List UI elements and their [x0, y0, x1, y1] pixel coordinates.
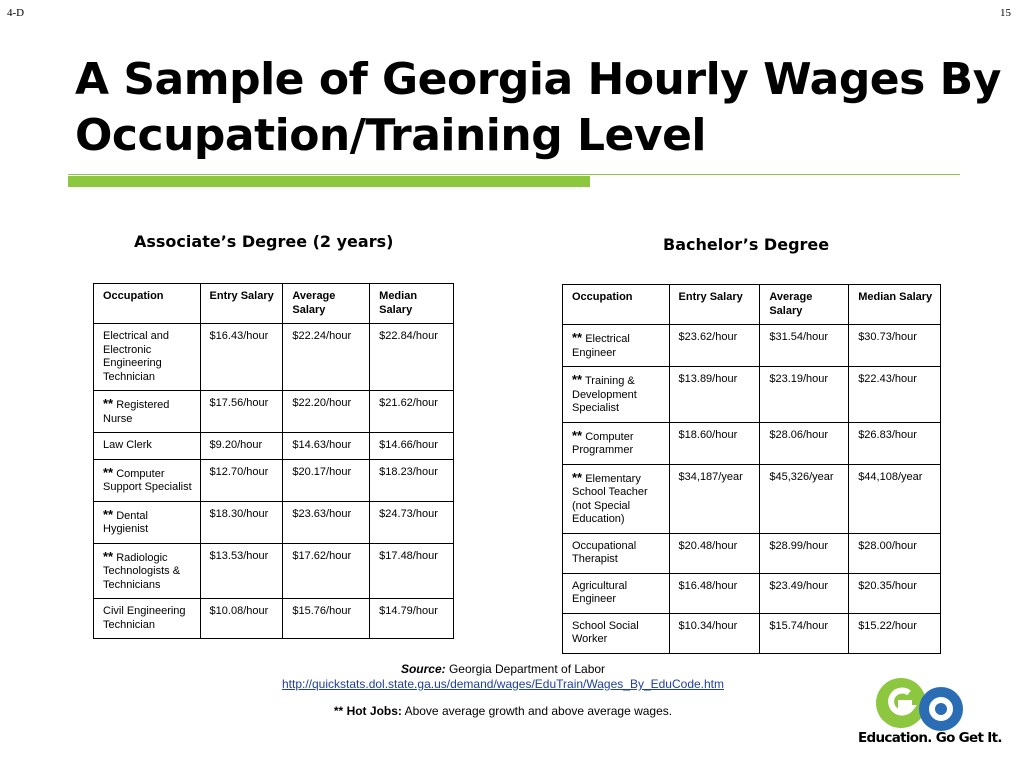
average-salary-cell: $14.63/hour [283, 433, 370, 460]
average-salary-cell: $23.63/hour [283, 501, 370, 543]
hot-jobs-text: Above average growth and above average wages. [404, 704, 673, 718]
occupation-cell [563, 573, 670, 613]
column-header: Median Salary [849, 285, 941, 325]
average-salary-cell: $28.99/hour [760, 533, 849, 573]
source-line [0, 662, 1006, 676]
occupation-name: School Social Worker [572, 619, 639, 645]
hot-job-marker: ** [572, 427, 583, 443]
title-divider-thick [68, 176, 590, 187]
table-row [94, 501, 454, 543]
average-salary-cell: $28.06/hour [760, 422, 849, 464]
median-salary-cell: $44,108/year [849, 464, 941, 533]
occupation-cell [94, 599, 201, 639]
entry-salary-cell: $23.62/hour [669, 325, 760, 367]
entry-salary-cell: $18.30/hour [200, 501, 283, 543]
associate-heading: Associate’s Degree (2 years) [134, 232, 394, 251]
title-line-1: A Sample of Georgia Hourly Wages By [75, 54, 1001, 105]
occupation-name: Elementary School Teacher (not Special Education) [572, 472, 648, 525]
hot-job-marker: ** [572, 330, 583, 345]
table-row [94, 459, 454, 501]
hot-jobs-label: ** Hot Jobs: [333, 704, 402, 718]
occupation-name: Dental Hygienist [103, 509, 149, 535]
hot-job-marker: ** [103, 548, 114, 564]
median-salary-cell: $18.23/hour [370, 459, 454, 501]
column-header: Occupation [563, 285, 670, 325]
occupation-cell [563, 422, 670, 464]
median-salary-cell: $20.35/hour [849, 573, 941, 613]
occupation-cell [563, 464, 670, 533]
section-label: 4-D [7, 7, 25, 19]
median-salary-cell: $14.66/hour [370, 433, 454, 460]
source-label: Source: [400, 662, 446, 676]
occupation-name: Electrical and Electronic Engineering Technician [103, 330, 170, 383]
table-row [563, 367, 941, 423]
average-salary-cell: $23.49/hour [760, 573, 849, 613]
column-header: Occupation [94, 284, 201, 324]
table-row [94, 391, 454, 433]
logo-blue-circle [919, 687, 963, 731]
average-salary-cell: $22.20/hour [283, 391, 370, 433]
page-title [75, 52, 1001, 164]
occupation-cell [94, 433, 201, 460]
table-row [563, 613, 941, 653]
occupation-name: Agricultural Engineer [572, 579, 628, 605]
occupation-cell [563, 613, 670, 653]
table-header-row [563, 285, 941, 325]
source-url-link[interactable]: http://quickstats.dol.state.ga.us/demand/wages/EduTrain/Wages_By_EduCode.htm [281, 677, 725, 691]
column-header: Median Salary [370, 284, 454, 324]
median-salary-cell: $28.00/hour [849, 533, 941, 573]
table-row [563, 573, 941, 613]
average-salary-cell: $45,326/year [760, 464, 849, 533]
column-header: Average Salary [283, 284, 370, 324]
entry-salary-cell: $16.48/hour [669, 573, 760, 613]
entry-salary-cell: $20.48/hour [669, 533, 760, 573]
average-salary-cell: $23.19/hour [760, 367, 849, 423]
average-salary-cell: $15.76/hour [283, 599, 370, 639]
table-row [94, 324, 454, 391]
average-salary-cell: $22.24/hour [283, 324, 370, 391]
entry-salary-cell: $18.60/hour [669, 422, 760, 464]
occupation-cell [563, 367, 670, 423]
occupation-name: Registered Nurse [103, 399, 170, 425]
entry-salary-cell: $17.56/hour [200, 391, 283, 433]
occupation-cell [94, 501, 201, 543]
entry-salary-cell: $34,187/year [669, 464, 760, 533]
entry-salary-cell: $16.43/hour [200, 324, 283, 391]
median-salary-cell: $14.79/hour [370, 599, 454, 639]
hot-jobs-note [0, 704, 1006, 718]
entry-salary-cell: $9.20/hour [200, 433, 283, 460]
occupation-cell [94, 391, 201, 433]
table-row [94, 599, 454, 639]
logo-tagline: Education. Go Get It. [858, 730, 1002, 746]
occupation-cell [563, 325, 670, 367]
median-salary-cell: $17.48/hour [370, 543, 454, 599]
occupation-name: Occupational Therapist [572, 539, 637, 565]
entry-salary-cell: $10.34/hour [669, 613, 760, 653]
title-line-2: Occupation/Training Level [75, 110, 706, 161]
entry-salary-cell: $12.70/hour [200, 459, 283, 501]
average-salary-cell: $20.17/hour [283, 459, 370, 501]
hot-job-marker: ** [572, 372, 583, 387]
entry-salary-cell: $13.53/hour [200, 543, 283, 599]
bachelor-wage-table [562, 284, 941, 654]
source-text: Georgia Department of Labor [448, 662, 606, 676]
table-header-row [94, 284, 454, 324]
bachelor-heading: Bachelor’s Degree [663, 235, 830, 254]
median-salary-cell: $22.43/hour [849, 367, 941, 423]
hot-job-marker: ** [572, 469, 583, 485]
title-divider-thin [68, 174, 960, 175]
hot-job-marker: ** [103, 464, 114, 480]
median-salary-cell: $15.22/hour [849, 613, 941, 653]
occupation-cell [94, 459, 201, 501]
occupation-name: Radiologic Technologists & Technicians [103, 551, 181, 591]
occupation-cell [94, 543, 201, 599]
occupation-name: Training & Development Specialist [572, 375, 637, 414]
hot-job-marker: ** [103, 506, 114, 522]
average-salary-cell: $31.54/hour [760, 325, 849, 367]
occupation-name: Law Clerk [103, 439, 152, 451]
occupation-cell [94, 324, 201, 391]
table-row [563, 325, 941, 367]
occupation-name: Computer Support Specialist [103, 467, 192, 493]
table-row [94, 433, 454, 460]
column-header: Entry Salary [669, 285, 760, 325]
entry-salary-cell: $10.08/hour [200, 599, 283, 639]
median-salary-cell: $30.73/hour [849, 325, 941, 367]
page-number: 15 [1000, 7, 1011, 19]
hot-job-marker: ** [103, 396, 114, 411]
table-row [563, 533, 941, 573]
entry-salary-cell: $13.89/hour [669, 367, 760, 423]
median-salary-cell: $24.73/hour [370, 501, 454, 543]
column-header: Average Salary [760, 285, 849, 325]
median-salary-cell: $21.62/hour [370, 391, 454, 433]
source-url-line [0, 677, 1006, 691]
associate-wage-table [93, 283, 454, 639]
table-row [563, 464, 941, 533]
column-header: Entry Salary [200, 284, 283, 324]
average-salary-cell: $15.74/hour [760, 613, 849, 653]
occupation-name: Computer Programmer [572, 430, 634, 456]
median-salary-cell: $22.84/hour [370, 324, 454, 391]
median-salary-cell: $26.83/hour [849, 422, 941, 464]
table-row [563, 422, 941, 464]
occupation-name: Electrical Engineer [572, 333, 630, 359]
occupation-cell [563, 533, 670, 573]
occupation-name: Civil Engineering Technician [103, 605, 186, 631]
average-salary-cell: $17.62/hour [283, 543, 370, 599]
table-row [94, 543, 454, 599]
